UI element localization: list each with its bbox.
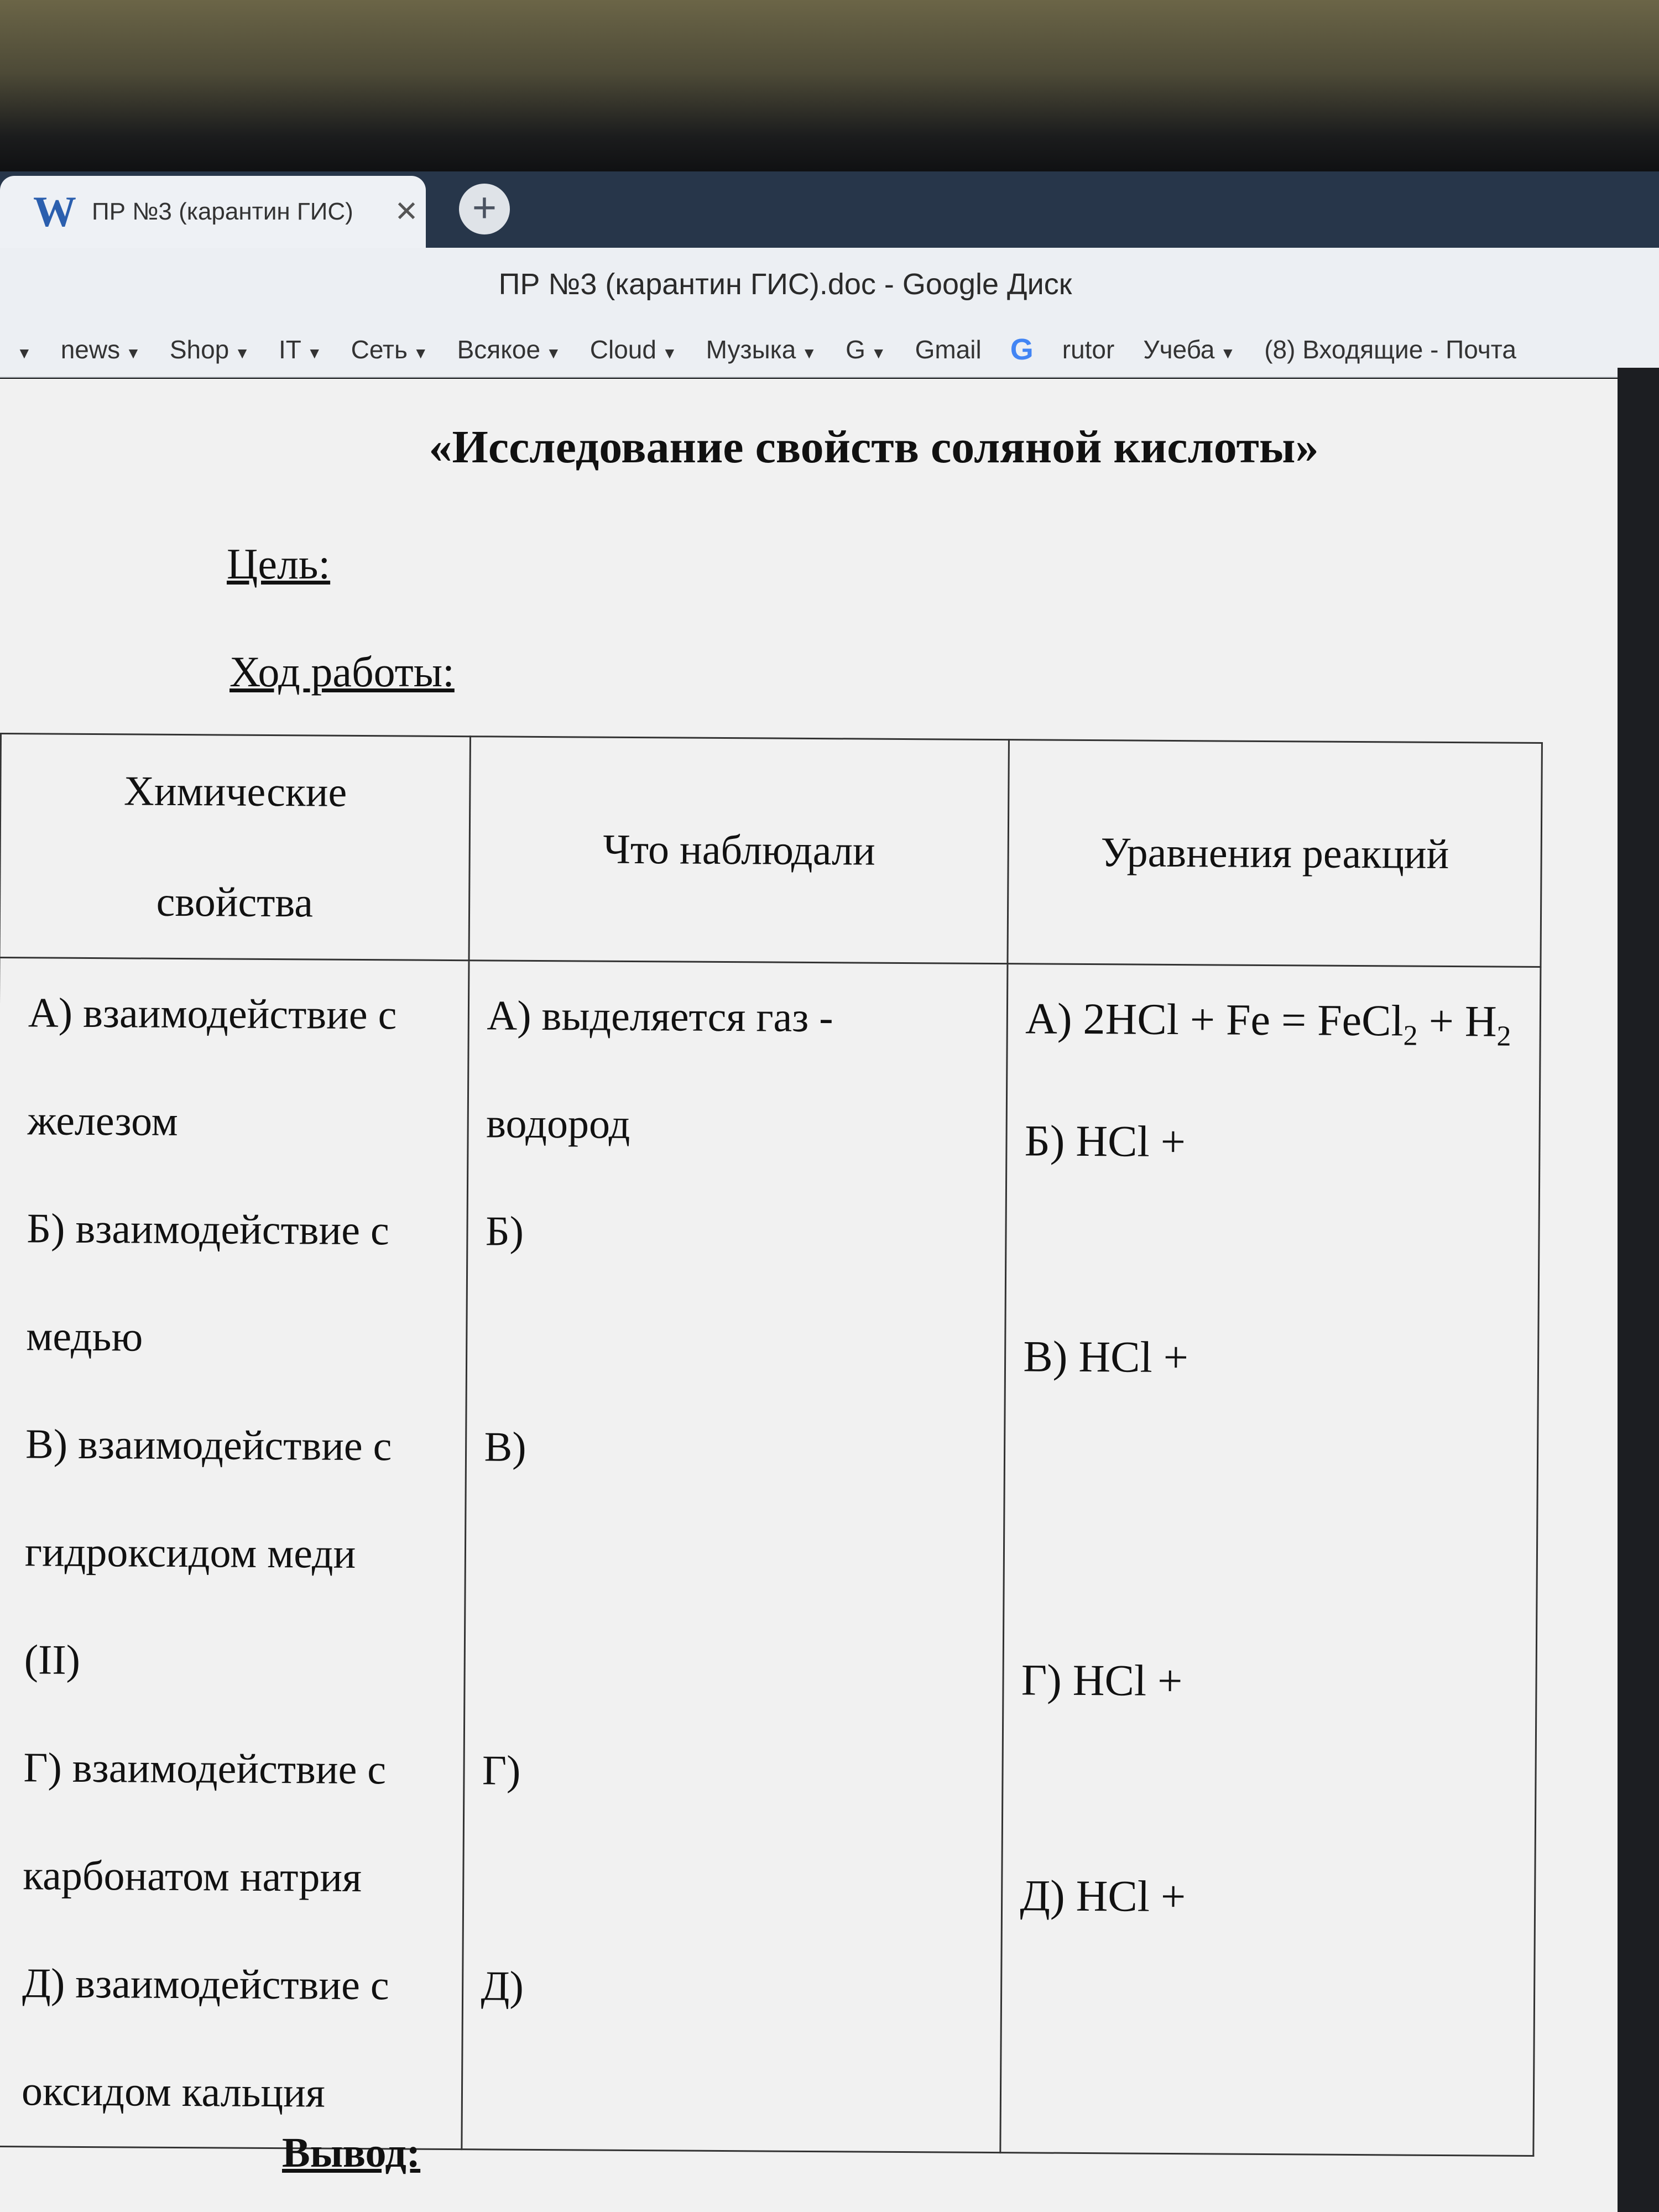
bookmark-g[interactable]: G ▼: [846, 335, 886, 364]
equation-spacer: [1020, 1734, 1524, 1845]
observation-a-word2: газ: [756, 994, 809, 1041]
observations-cell[interactable]: [462, 961, 1008, 2153]
bookmarks-bar: [0, 322, 1659, 378]
property-line: А) взаимодействие с: [28, 989, 397, 1039]
equation-a-sub2: 2: [1496, 1020, 1511, 1052]
google-icon[interactable]: G: [1010, 333, 1034, 366]
progress-heading: Ход работы:: [229, 648, 455, 696]
property-line: гидроксидом меди: [24, 1528, 356, 1577]
equation-spacer: [1024, 1195, 1527, 1306]
bookmark-shop[interactable]: Shop ▼: [169, 335, 250, 364]
goal-heading: Цель:: [227, 540, 331, 588]
table-row: [0, 958, 1541, 2156]
properties-cell[interactable]: [0, 958, 469, 2150]
observation-a-word1: выделяется: [541, 992, 746, 1041]
property-line: Д) взаимодействие с: [22, 1960, 389, 2009]
header-properties-line2: свойства: [156, 878, 314, 926]
equation-d: Д) HCl +: [1020, 1871, 1186, 1922]
equation-a: [1025, 965, 1528, 1091]
property-line: (II): [24, 1636, 81, 1683]
equation-a-sub1: 2: [1403, 1020, 1418, 1052]
conclusion-heading: Вывод:: [282, 2130, 421, 2176]
equations-cell[interactable]: [1000, 964, 1541, 2156]
new-tab-button[interactable]: +: [459, 184, 510, 234]
observation-a-dash: -: [819, 994, 833, 1041]
observation-g: Г): [482, 1747, 521, 1794]
property-line: карбонатом натрия: [23, 1852, 362, 1901]
observation-spacer: [483, 1501, 992, 1612]
monitor-bezel: [0, 0, 1659, 182]
header-observations: Что наблюдали: [469, 737, 1009, 964]
document-title: «Исследование свойств соляной кислоты»: [429, 421, 1319, 473]
observation-spacer: [483, 1609, 992, 1720]
observation-a-line2: водород: [486, 1100, 630, 1147]
bookmark-ucheba[interactable]: Учеба ▼: [1143, 335, 1236, 364]
bookmark-it[interactable]: IT ▼: [278, 335, 322, 364]
word-document-icon: W: [33, 187, 76, 236]
property-line: В) взаимодействие с: [25, 1421, 392, 1470]
equation-a-plus: + H: [1417, 997, 1497, 1046]
close-icon[interactable]: ✕: [394, 196, 419, 228]
bookmark-vsyakoe[interactable]: Всякое ▼: [457, 335, 561, 364]
equation-spacer: [1021, 1519, 1525, 1630]
scrollbar-gutter[interactable]: [1618, 368, 1659, 2212]
bookmark-gmail[interactable]: Gmail: [915, 335, 982, 364]
bookmark-inbox[interactable]: (8) Входящие - Почта: [1264, 335, 1516, 364]
equation-a-main: А) 2HCl + Fe = FeCl: [1025, 994, 1404, 1046]
table-header-row: [0, 734, 1542, 967]
header-equations: Уравнения реакций: [1008, 740, 1542, 967]
observation-spacer: [481, 1824, 990, 1936]
property-line: железом: [27, 1097, 179, 1145]
browser-tab-active[interactable]: [0, 176, 426, 248]
property-line: медью: [26, 1313, 143, 1360]
observation-v: В): [484, 1423, 526, 1470]
header-properties: [0, 734, 471, 961]
observation-spacer: [484, 1285, 993, 1396]
bookmark-cloud[interactable]: Cloud ▼: [589, 335, 677, 364]
property-line: Б) взаимодействие с: [27, 1205, 389, 1254]
observation-b: Б): [485, 1208, 524, 1255]
window-title: ПР №3 (карантин ГИС).doc - Google Диск: [498, 268, 1072, 301]
bookmark-rutor[interactable]: rutor: [1062, 335, 1115, 364]
observation-d: Д): [481, 1963, 524, 2010]
header-properties-line1: Химические: [123, 768, 347, 816]
observation-a: [487, 962, 995, 1073]
observation-a-prefix: А): [487, 992, 531, 1039]
bookmark-muzyka[interactable]: Музыка ▼: [706, 335, 817, 364]
properties-table: [0, 733, 1543, 2157]
property-line: Г) взаимодействие с: [23, 1744, 387, 1793]
bookmark-overflow[interactable]: ▼: [17, 345, 32, 362]
equation-v: В) HCl +: [1023, 1332, 1189, 1383]
equation-b: Б) HCl +: [1024, 1117, 1186, 1167]
tab-title: ПР №3 (карантин ГИС): [92, 198, 353, 225]
equation-spacer: [1022, 1411, 1526, 1522]
property-line: оксидом кальция: [21, 2068, 326, 2116]
bookmark-news[interactable]: news ▼: [60, 335, 141, 364]
bookmark-set[interactable]: Сеть ▼: [351, 335, 429, 364]
window-title-bar: [0, 248, 1659, 322]
equation-g: Г) HCl +: [1021, 1656, 1183, 1706]
